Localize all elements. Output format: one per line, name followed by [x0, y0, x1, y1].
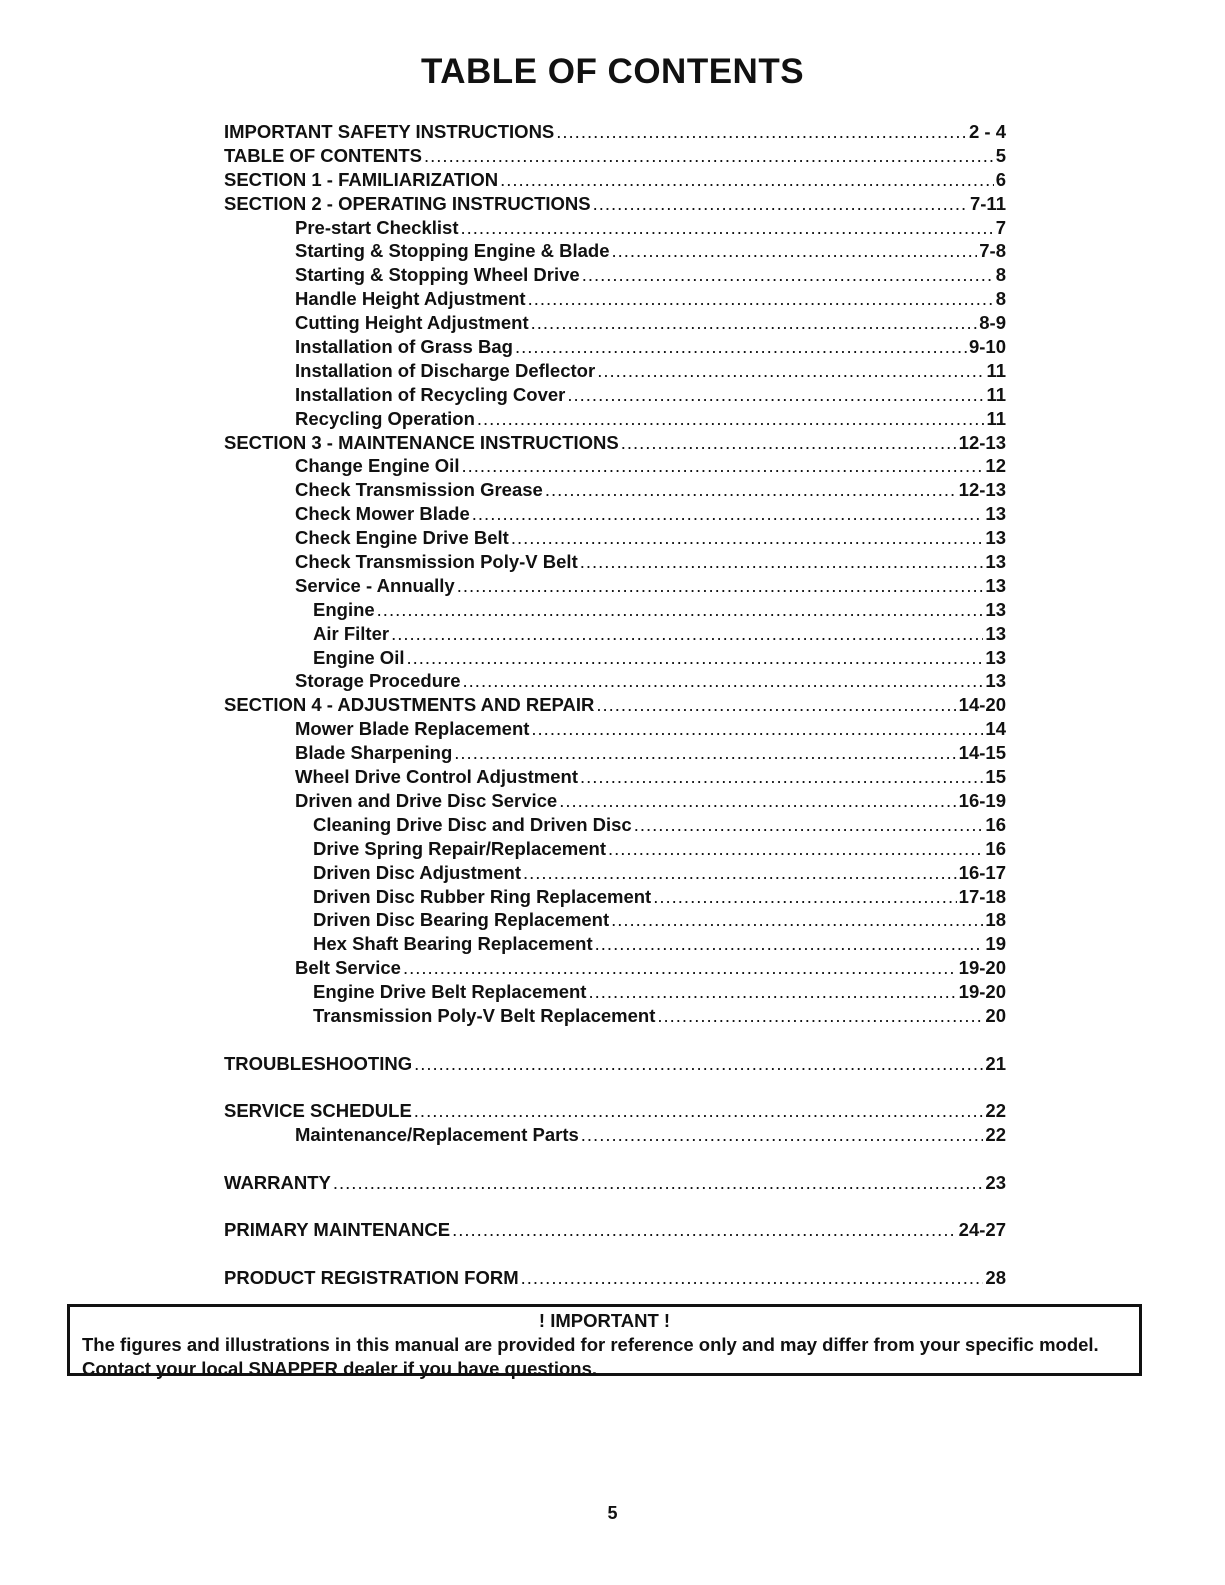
toc-entry-label: Driven and Drive Disc Service	[295, 789, 558, 811]
toc-entry-page: 11	[986, 407, 1006, 429]
toc-dot-leader	[454, 741, 956, 765]
toc-entry	[224, 574, 1006, 598]
toc-entry	[224, 1052, 1006, 1076]
toc-entry-label: Handle Height Adjustment	[295, 288, 526, 310]
notice-text: The figures and illustrations in this manual are provided for reference only and may differ from your specific model. Contact your local SNAPPER dealer if you have questions.	[82, 1334, 1099, 1379]
toc-dot-leader	[333, 1171, 984, 1195]
toc-dot-leader	[461, 454, 983, 478]
toc-entry-page: 16	[985, 837, 1006, 859]
toc-entry-page: 13	[985, 527, 1006, 549]
toc-dot-leader	[588, 980, 956, 1004]
toc-entry-label: Change Engine Oil	[295, 455, 460, 477]
toc-entry-label: SERVICE SCHEDULE	[224, 1100, 412, 1122]
toc-dot-leader	[582, 263, 994, 287]
toc-dot-leader	[581, 1123, 984, 1147]
toc-entry-page: 11	[986, 383, 1006, 405]
toc-entry	[224, 263, 1006, 287]
toc-entry-label: Starting & Stopping Wheel Drive	[295, 264, 580, 286]
toc-entry-page: 13	[985, 646, 1006, 668]
toc-entry	[224, 1266, 1006, 1290]
toc-entry-page: 7	[995, 216, 1006, 238]
toc-entry	[224, 287, 1006, 311]
toc-entry-page: 20	[985, 1004, 1006, 1026]
toc-entry-page: 14	[985, 718, 1006, 740]
toc-entry	[224, 837, 1006, 861]
toc-entry	[224, 502, 1006, 526]
toc-entry-label: Engine Oil	[313, 646, 405, 668]
toc-entry	[224, 669, 1006, 693]
toc-entry	[224, 717, 1006, 741]
toc-entry-label: SECTION 3 - MAINTENANCE INSTRUCTIONS	[224, 431, 619, 453]
toc-entry-label: Engine Drive Belt Replacement	[313, 981, 587, 1003]
toc-entry-label: Starting & Stopping Engine & Blade	[295, 240, 610, 262]
toc-entry-page: 12	[985, 455, 1006, 477]
toc-entry	[224, 1004, 1006, 1028]
toc-entry	[224, 885, 1006, 909]
toc-entry	[224, 1099, 1006, 1123]
toc-dot-leader	[391, 622, 983, 646]
toc-dot-leader	[477, 407, 985, 431]
toc-dot-leader	[545, 478, 957, 502]
toc-dot-leader	[621, 431, 957, 455]
toc-entry	[224, 407, 1006, 431]
toc-entry-page: 5	[995, 144, 1006, 166]
toc-entry-label: PRIMARY MAINTENANCE	[224, 1219, 451, 1241]
toc-dot-leader	[511, 526, 984, 550]
toc-dot-leader	[567, 383, 984, 407]
toc-dot-leader	[403, 956, 957, 980]
toc-entry-page: 28	[985, 1266, 1006, 1288]
toc-entry	[224, 813, 1006, 837]
toc-entry-label: SECTION 2 - OPERATING INSTRUCTIONS	[224, 192, 591, 214]
toc-entry-label: Drive Spring Repair/Replacement	[313, 837, 607, 859]
toc-entry-label: Installation of Discharge Deflector	[295, 359, 596, 381]
toc-dot-leader	[452, 1218, 957, 1242]
toc-entry-page: 11	[986, 359, 1006, 381]
toc-dot-leader	[580, 765, 983, 789]
toc-entry-label: Mower Blade Replacement	[295, 718, 530, 740]
toc-entry	[224, 598, 1006, 622]
toc-entry-page: 8	[995, 264, 1006, 286]
toc-entry-label: Driven Disc Bearing Replacement	[313, 909, 610, 931]
toc-dot-leader	[634, 813, 984, 837]
toc-entry-label: Maintenance/Replacement Parts	[295, 1124, 579, 1145]
toc-entry-page: 13	[985, 574, 1006, 596]
toc-entry-label: Belt Service	[295, 957, 401, 979]
toc-entry-page: 2 - 4	[968, 121, 1006, 142]
toc-entry	[224, 120, 1006, 144]
toc-entry-label: PRODUCT REGISTRATION FORM	[224, 1266, 519, 1288]
toc-entry	[224, 144, 1006, 168]
toc-entry-label: Driven Disc Adjustment	[313, 861, 521, 883]
toc-dot-leader	[595, 932, 984, 956]
toc-entry-page: 18	[985, 909, 1006, 931]
toc-entry	[224, 1218, 1006, 1242]
toc-entry-page: 19	[985, 933, 1006, 955]
toc-entry-label: Check Mower Blade	[295, 503, 470, 525]
table-of-contents	[224, 120, 1006, 1290]
toc-entry-page: 21	[985, 1052, 1006, 1074]
toc-entry-label: Service - Annually	[295, 574, 455, 596]
toc-dot-leader	[463, 669, 984, 693]
page-title: TABLE OF CONTENTS	[420, 52, 805, 91]
toc-entry-page: 8-9	[979, 312, 1006, 334]
toc-entry	[224, 622, 1006, 646]
toc-entry	[224, 216, 1006, 240]
toc-entry-page: 9-10	[968, 336, 1006, 358]
toc-dot-leader	[597, 359, 984, 383]
toc-entry-label: Driven Disc Rubber Ring Replacement	[313, 885, 652, 907]
toc-entry	[224, 1171, 1006, 1195]
toc-entry-page: 14-15	[958, 742, 1006, 764]
toc-dot-leader	[521, 1266, 984, 1290]
toc-entry-label: TABLE OF CONTENTS	[224, 144, 423, 166]
toc-dot-leader	[657, 1004, 983, 1028]
toc-entry-page: 8	[995, 288, 1006, 310]
toc-entry	[224, 1123, 1006, 1147]
toc-dot-leader	[593, 192, 968, 216]
toc-entry	[224, 359, 1006, 383]
toc-entry-label: Check Transmission Grease	[295, 479, 543, 501]
toc-entry-page: 13	[985, 598, 1006, 620]
toc-entry-page: 16-17	[958, 861, 1006, 883]
toc-entry-label: Air Filter	[313, 622, 390, 644]
toc-entry	[224, 454, 1006, 478]
toc-dot-leader	[500, 168, 994, 192]
toc-entry-page: 17-18	[958, 885, 1006, 907]
toc-entry	[224, 932, 1006, 956]
toc-dot-leader	[653, 885, 956, 909]
toc-dot-leader	[580, 550, 984, 574]
toc-dot-leader	[414, 1052, 983, 1076]
toc-entry-label: Storage Procedure	[295, 670, 461, 692]
page-number: 5	[607, 1503, 618, 1523]
toc-entry-label: TROUBLESHOOTING	[224, 1052, 413, 1074]
toc-entry-label: Installation of Recycling Cover	[295, 383, 566, 405]
toc-entry-label: SECTION 1 - FAMILIARIZATION	[224, 168, 499, 190]
toc-entry-label: Transmission Poly-V Belt Replacement	[313, 1004, 656, 1026]
toc-entry-page: 24-27	[958, 1219, 1006, 1241]
toc-entry-label: Check Transmission Poly-V Belt	[295, 551, 578, 573]
toc-dot-leader	[608, 837, 983, 861]
toc-entry-label: Hex Shaft Bearing Replacement	[313, 933, 593, 955]
toc-entry	[224, 311, 1006, 335]
toc-entry-label: WARRANTY	[224, 1171, 331, 1193]
toc-entry-label: IMPORTANT SAFETY INSTRUCTIONS	[224, 121, 555, 142]
toc-dot-leader	[612, 239, 978, 263]
toc-entry	[224, 431, 1006, 455]
toc-dot-leader	[531, 311, 978, 335]
toc-entry	[224, 980, 1006, 1004]
toc-dot-leader	[556, 120, 967, 144]
toc-entry-page: 16	[985, 813, 1006, 835]
toc-dot-leader	[472, 502, 984, 526]
toc-dot-leader	[424, 144, 994, 168]
toc-entry-page: 14-20	[958, 694, 1006, 716]
toc-entry	[224, 478, 1006, 502]
toc-entry-label: Engine	[313, 598, 375, 620]
toc-entry-page: 13	[985, 622, 1006, 644]
toc-dot-leader	[460, 216, 993, 240]
toc-dot-leader	[531, 717, 983, 741]
toc-entry-page: 23	[985, 1171, 1006, 1193]
toc-entry	[224, 741, 1006, 765]
toc-entry-label: Installation of Grass Bag	[295, 336, 513, 358]
toc-entry	[224, 192, 1006, 216]
toc-dot-leader	[528, 287, 994, 311]
toc-entry-page: 12-13	[958, 431, 1006, 453]
toc-entry-page: 7-11	[969, 192, 1006, 214]
toc-entry-page: 6	[995, 168, 1006, 190]
toc-entry-label: Cleaning Drive Disc and Driven Disc	[313, 813, 632, 835]
toc-dot-leader	[457, 574, 984, 598]
toc-entry-page: 19-20	[958, 957, 1006, 979]
toc-entry	[224, 789, 1006, 813]
toc-entry	[224, 908, 1006, 932]
toc-dot-leader	[406, 646, 983, 670]
toc-entry-label: Blade Sharpening	[295, 742, 453, 764]
toc-dot-leader	[414, 1099, 984, 1123]
toc-entry	[224, 861, 1006, 885]
toc-entry-page: 16-19	[958, 789, 1006, 811]
toc-entry	[224, 383, 1006, 407]
toc-entry-label: Check Engine Drive Belt	[295, 527, 509, 549]
toc-entry-label: Pre-start Checklist	[295, 216, 459, 238]
toc-entry	[224, 550, 1006, 574]
toc-entry	[224, 646, 1006, 670]
toc-entry-page: 15	[985, 766, 1006, 788]
toc-dot-leader	[611, 908, 983, 932]
toc-entry-label: SECTION 4 - ADJUSTMENTS AND REPAIR	[224, 694, 595, 716]
toc-dot-leader	[523, 861, 957, 885]
toc-dot-leader	[559, 789, 956, 813]
toc-entry	[224, 239, 1006, 263]
toc-entry-page: 13	[985, 670, 1006, 692]
toc-dot-leader	[377, 598, 984, 622]
toc-entry-page: 13	[985, 503, 1006, 525]
toc-entry-page: 22	[985, 1124, 1006, 1145]
toc-entry-page: 19-20	[958, 981, 1006, 1003]
toc-entry-label: Wheel Drive Control Adjustment	[295, 766, 579, 788]
toc-entry-label: Cutting Height Adjustment	[295, 312, 529, 334]
toc-entry-page: 7-8	[979, 240, 1006, 262]
toc-dot-leader	[596, 693, 956, 717]
toc-entry-label: Recycling Operation	[295, 407, 475, 429]
toc-entry-page: 13	[985, 551, 1006, 573]
notice-heading: ! IMPORTANT !	[538, 1310, 671, 1331]
toc-entry	[224, 168, 1006, 192]
toc-entry	[224, 693, 1006, 717]
toc-entry	[224, 956, 1006, 980]
toc-entry	[224, 526, 1006, 550]
toc-entry	[224, 335, 1006, 359]
toc-entry-page: 22	[985, 1100, 1006, 1122]
toc-entry-page: 12-13	[958, 479, 1006, 501]
toc-entry	[224, 765, 1006, 789]
important-notice	[67, 1304, 1142, 1379]
toc-dot-leader	[515, 335, 967, 359]
